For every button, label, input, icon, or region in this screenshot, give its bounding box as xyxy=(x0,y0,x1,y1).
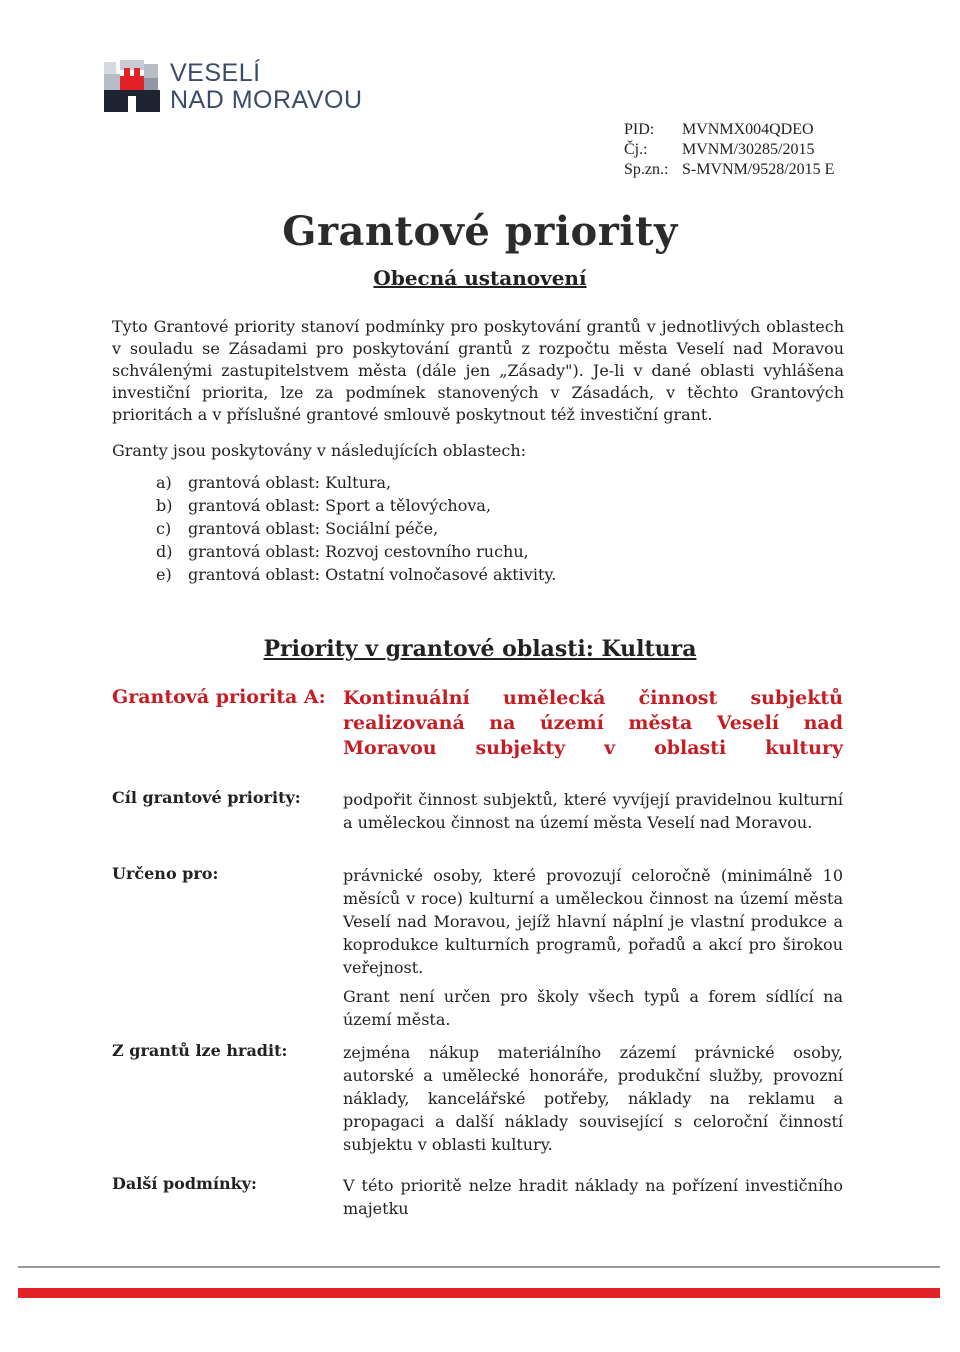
list-item-text: grantová oblast: Sociální péče, xyxy=(188,519,439,538)
reference-value: MVNMX004QDEO xyxy=(682,121,814,138)
list-marker: c) xyxy=(156,519,172,538)
list-item xyxy=(156,471,556,494)
list-item-text: grantová oblast: Rozvoj cestovního ruchu, xyxy=(188,542,529,561)
eligible-costs-label: Z grantů lze hradit: xyxy=(112,1041,288,1060)
reference-row-cj xyxy=(624,140,834,160)
goal-text: podpořit činnost subjektů, které vyvíjejí pravidelnou kulturní a uměleckou činnost na území města Veselí nad Moravou. xyxy=(343,790,843,832)
reference-label: Čj.: xyxy=(624,141,648,158)
reference-row-pid xyxy=(624,120,834,140)
reference-row-spzn xyxy=(624,160,834,180)
logo-line-1: VESELÍ xyxy=(170,59,261,87)
list-marker: e) xyxy=(156,565,172,584)
document-subtitle: Obecná ustanovení xyxy=(373,266,587,290)
list-marker: a) xyxy=(156,473,172,492)
list-marker: d) xyxy=(156,542,173,561)
reference-label: Sp.zn.: xyxy=(624,161,669,178)
intended-for-text: právnické osoby, které provozují celoročně (minimálně 10 měsíců v roce) kulturní a uměleckou činnost na území města Veselí nad Moravou, jejíž hlavní náplní je vlastní produkce a koprodukce kulturních programů, pořadů a akcí pro širokou veřejnost. xyxy=(343,866,843,977)
eligible-costs-text: zejména nákup materiálního zázemí právnické osoby, autorské a umělecké honoráře, produkční služby, provozní náklady, kancelářské potřeby, náklady na reklamu a propagaci a další náklady související s celoroční činností subjektu v oblasti kultury. xyxy=(343,1043,843,1154)
document-reference-block xyxy=(624,120,834,180)
document-title: Grantové priority xyxy=(282,208,678,255)
priority-label: Grantová priorita A: xyxy=(112,686,326,708)
footer-divider xyxy=(18,1266,940,1268)
areas-lead-text: Granty jsou poskytovány v následujících oblastech: xyxy=(112,441,527,460)
intended-for-label: Určeno pro: xyxy=(112,864,219,883)
goal-label: Cíl grantové priority: xyxy=(112,788,301,807)
other-conditions-label: Další podmínky: xyxy=(112,1174,257,1193)
list-item-text: grantová oblast: Sport a tělovýchova, xyxy=(188,496,492,515)
list-item xyxy=(156,540,556,563)
reference-value: S-MVNM/9528/2015 E xyxy=(682,161,835,178)
reference-label: PID: xyxy=(624,121,655,138)
list-item-text: grantová oblast: Ostatní volnočasové aktivity. xyxy=(188,565,557,584)
list-item xyxy=(156,517,556,540)
section-heading-kultura: Priority v grantové oblasti: Kultura xyxy=(263,636,697,662)
intro-paragraph: Tyto Grantové priority stanoví podmínky pro poskytování grantů v jednotlivých oblastech v souladu se Zásadami pro poskytování grantů z rozpočtu města Veselí nad Moravou schválenými zastupitelstvem města (dále jen „Zásady"). Je-li v dané oblasti vyhlášena investiční priorita, lze za podmínek stanovených v Zásadách, v těchto Grantových prioritách a v příslušné grantové smlouvě poskytnout též investiční grant. xyxy=(112,317,844,424)
list-marker: b) xyxy=(156,496,173,515)
city-emblem-icon xyxy=(104,60,160,112)
city-logo xyxy=(104,60,363,114)
logo-line-2: NAD MORAVOU xyxy=(170,86,363,114)
list-item-text: grantová oblast: Kultura, xyxy=(188,473,392,492)
list-item xyxy=(156,494,556,517)
other-conditions-text: V této prioritě nelze hradit náklady na pořízení investičního majetku xyxy=(343,1176,843,1218)
intended-for-note: Grant není určen pro školy všech typů a forem sídlící na území města. xyxy=(343,987,843,1029)
reference-value: MVNM/30285/2015 xyxy=(682,141,815,158)
footer-red-bar xyxy=(18,1288,940,1298)
list-item xyxy=(156,563,556,586)
grant-areas-list xyxy=(156,471,556,586)
priority-title: Kontinuální umělecká činnost subjektů realizovaná na území města Veselí nad Moravou subjekty v oblasti kultury xyxy=(343,687,843,759)
